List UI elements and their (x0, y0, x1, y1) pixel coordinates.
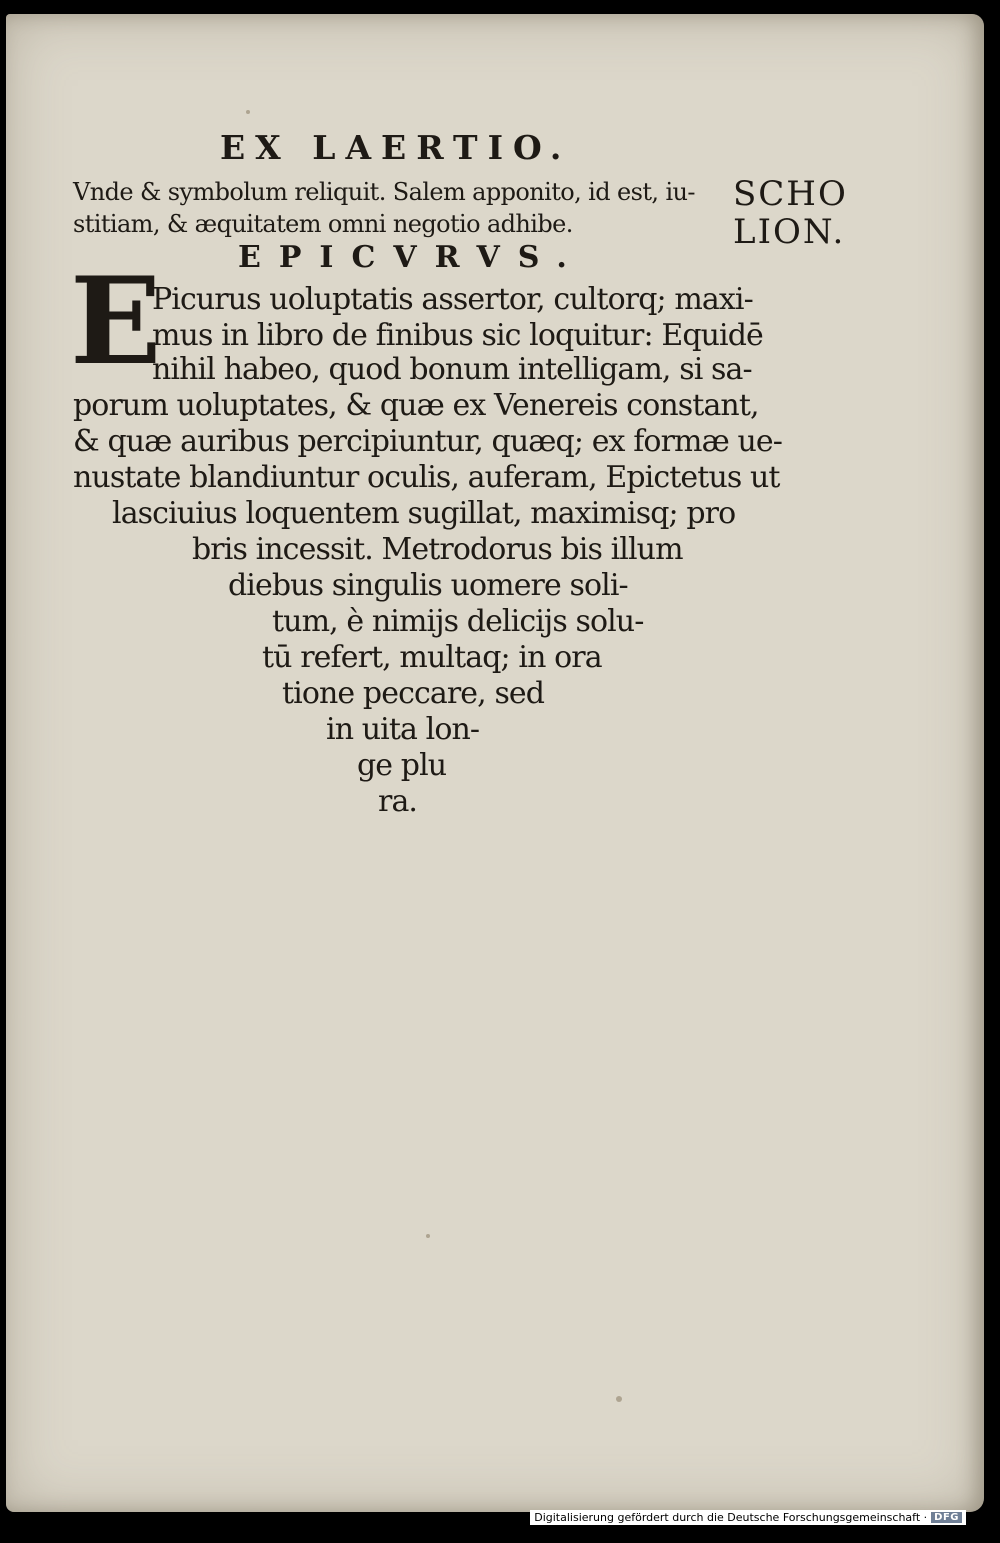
intro-line: Vnde & symbolum reliquit. Salem apponito, id est, iu- (73, 178, 695, 206)
body-line: in uita lon- (326, 712, 480, 747)
body-line: nihil habeo, quod bonum intelligam, si sa- (152, 352, 752, 387)
funding-footer (530, 1510, 966, 1525)
section-heading: EPICVRVS. (238, 240, 585, 275)
intro-line: stitiam, & æquitatem omni negotio adhibe. (73, 210, 573, 238)
body-line: & quæ auribus percipiuntur, quæq; ex formæ ue- (73, 424, 783, 459)
paper-speck (246, 110, 250, 114)
body-line: ra. (378, 784, 418, 819)
running-head: EX LAERTIO. (220, 128, 572, 167)
marginal-note: SCHO (733, 174, 848, 214)
body-line: Picurus uoluptatis assertor, cultorq; maxi- (152, 282, 753, 317)
paper-speck (426, 1234, 430, 1238)
paper-speck (616, 1396, 622, 1402)
footer-text: Digitalisierung gefördert durch die Deutsche Forschungsgemeinschaft · (534, 1511, 928, 1524)
body-line: bris incessit. Metrodorus bis illum (192, 532, 683, 567)
body-line: porum uoluptates, & quæ ex Venereis constant, (73, 388, 759, 423)
body-line: lasciuius loquentem sugillat, maximisq; pro (112, 496, 736, 531)
drop-capital: E (70, 251, 162, 392)
body-line: tione peccare, sed (282, 676, 545, 711)
body-line: tum, è nimijs delicijs solu- (272, 604, 644, 639)
body-line: ge plu (357, 748, 447, 783)
body-line: tū refert, multaq; in ora (262, 640, 602, 675)
dfg-logo: DFG (931, 1512, 962, 1523)
body-line: nustate blandiuntur oculis, auferam, Epictetus ut (73, 460, 780, 495)
marginal-note: LION. (733, 212, 846, 252)
body-line: mus in libro de finibus sic loquitur: Equidē (152, 318, 763, 353)
body-line: diebus singulis uomere soli- (228, 568, 628, 603)
